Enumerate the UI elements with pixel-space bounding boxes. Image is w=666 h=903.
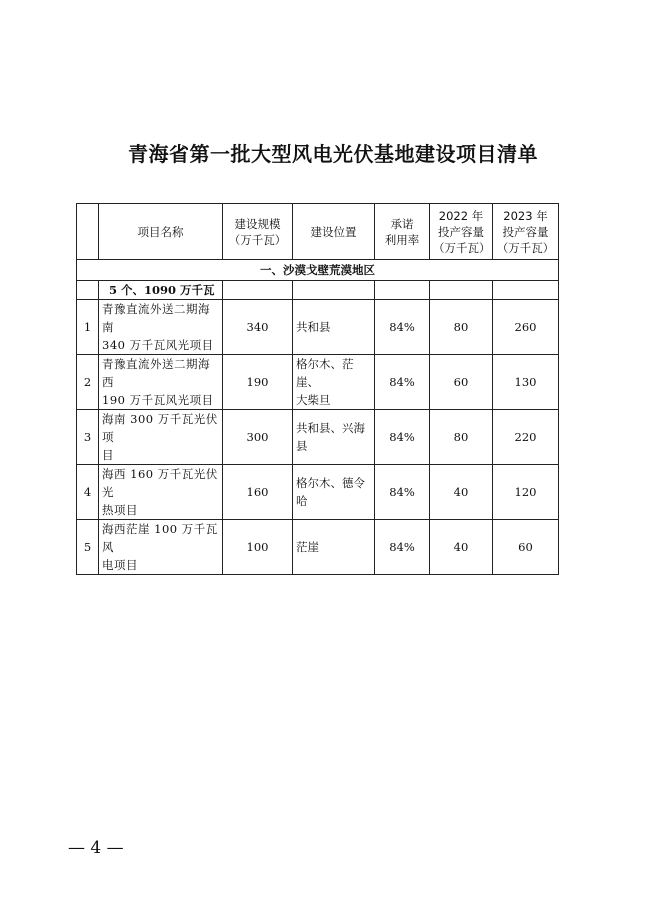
- header-scale: 建设规模 （万千瓦）: [223, 204, 293, 260]
- table-row: [77, 520, 559, 575]
- header-util: 承诺 利用率: [375, 204, 430, 260]
- project-scale: 340: [223, 300, 293, 355]
- project-cap2023: 60: [493, 520, 559, 575]
- project-location: 茫崖: [293, 520, 375, 575]
- project-cap2022: 40: [430, 520, 493, 575]
- project-name: 青豫直流外送二期海南 340 万千瓦风光项目: [99, 300, 223, 355]
- project-util: 84%: [375, 520, 430, 575]
- table-row: [77, 300, 559, 355]
- project-cap2023: 220: [493, 410, 559, 465]
- table-row: [77, 465, 559, 520]
- count-row: [77, 281, 559, 300]
- page-number: — 4 —: [68, 838, 124, 858]
- table-row: [77, 410, 559, 465]
- project-scale: 190: [223, 355, 293, 410]
- header-row: [77, 204, 559, 260]
- project-cap2022: 60: [430, 355, 493, 410]
- project-cap2022: 80: [430, 300, 493, 355]
- project-util: 84%: [375, 410, 430, 465]
- header-cap2023: 2023 年 投产容量 （万千瓦）: [493, 204, 559, 260]
- row-number: 3: [77, 410, 99, 465]
- project-cap2023: 130: [493, 355, 559, 410]
- project-cap2022: 40: [430, 465, 493, 520]
- project-location: 格尔木、德令哈: [293, 465, 375, 520]
- project-scale: 300: [223, 410, 293, 465]
- row-number: 5: [77, 520, 99, 575]
- region-label: 一、沙漠戈壁荒漠地区: [77, 260, 559, 281]
- project-util: 84%: [375, 300, 430, 355]
- project-name: 海西茫崖 100 万千瓦风 电项目: [99, 520, 223, 575]
- header-location: 建设位置: [293, 204, 375, 260]
- project-name: 青豫直流外送二期海西 190 万千瓦风光项目: [99, 355, 223, 410]
- project-name: 海西 160 万千瓦光伏光 热项目: [99, 465, 223, 520]
- header-name: 项目名称: [99, 204, 223, 260]
- row-number: 4: [77, 465, 99, 520]
- project-cap2023: 120: [493, 465, 559, 520]
- project-util: 84%: [375, 355, 430, 410]
- project-location: 共和县: [293, 300, 375, 355]
- region-row: [77, 260, 559, 281]
- project-table: [76, 203, 559, 575]
- project-name: 海南 300 万千瓦光伏项 目: [99, 410, 223, 465]
- project-cap2023: 260: [493, 300, 559, 355]
- project-location: 共和县、兴海县: [293, 410, 375, 465]
- project-location: 格尔木、茫崖、 大柴旦: [293, 355, 375, 410]
- table-row: [77, 355, 559, 410]
- project-count: 5 个、1090 万千瓦: [99, 281, 223, 300]
- header-cap2022: 2022 年 投产容量 （万千瓦）: [430, 204, 493, 260]
- row-number: 2: [77, 355, 99, 410]
- page-title: 青海省第一批大型风电光伏基地建设项目清单: [128, 142, 538, 166]
- project-scale: 100: [223, 520, 293, 575]
- project-scale: 160: [223, 465, 293, 520]
- project-cap2022: 80: [430, 410, 493, 465]
- header-index: [77, 204, 99, 260]
- row-number: 1: [77, 300, 99, 355]
- project-util: 84%: [375, 465, 430, 520]
